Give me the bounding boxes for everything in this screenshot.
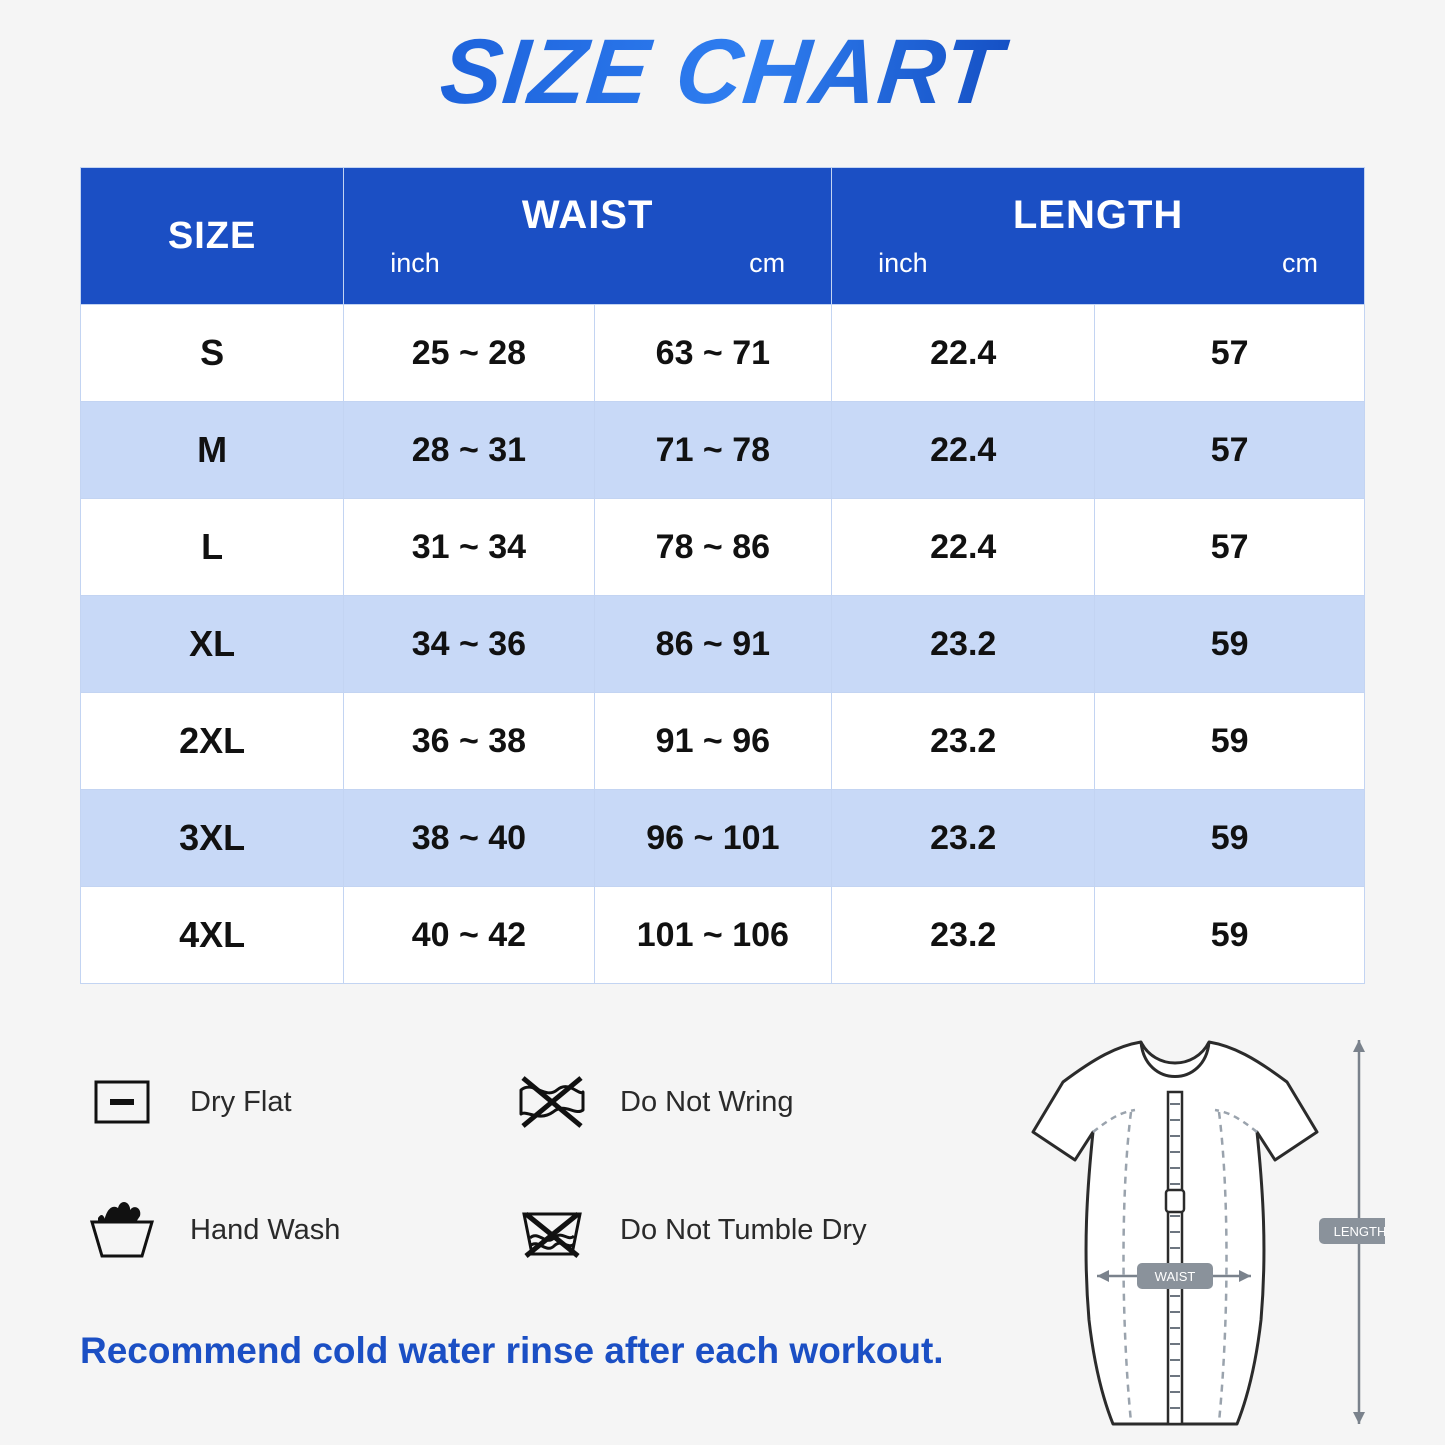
table-body (81, 305, 1365, 984)
care-row-2 (80, 1188, 960, 1272)
length-tag-label: LENGTH (1333, 1224, 1385, 1239)
cell-length-cm: 57 (1095, 305, 1365, 402)
cell-waist-cm: 71 ~ 78 (594, 402, 832, 499)
cell-waist-cm: 91 ~ 96 (594, 693, 832, 790)
header-length (832, 168, 1365, 305)
table-row (81, 402, 1365, 499)
table-row (81, 693, 1365, 790)
cell-size: L (81, 499, 344, 596)
cell-length-inch: 23.2 (832, 790, 1095, 887)
do-not-tumble-dry-icon (510, 1188, 594, 1272)
cell-length-inch: 22.4 (832, 499, 1095, 596)
care-item-do-not-tumble-dry (510, 1188, 940, 1272)
cell-waist-cm: 86 ~ 91 (594, 596, 832, 693)
cell-length-inch: 22.4 (832, 402, 1095, 499)
cell-length-inch: 22.4 (832, 305, 1095, 402)
header-size (81, 168, 344, 305)
cell-waist-inch: 25 ~ 28 (344, 305, 594, 402)
do-not-wring-icon (510, 1060, 594, 1144)
cell-length-cm: 59 (1095, 693, 1365, 790)
care-item-hand-wash (80, 1188, 510, 1272)
cell-length-inch: 23.2 (832, 887, 1095, 984)
cell-waist-inch: 34 ~ 36 (344, 596, 594, 693)
header-waist (344, 168, 832, 305)
cell-length-inch: 23.2 (832, 693, 1095, 790)
cell-size: XL (81, 596, 344, 693)
table-row (81, 887, 1365, 984)
header-waist-inch: inch (390, 248, 440, 279)
care-row-1 (80, 1060, 960, 1144)
waist-tag-label: WAIST (1154, 1269, 1196, 1284)
cell-waist-inch: 36 ~ 38 (344, 693, 594, 790)
size-chart-table-container (80, 167, 1365, 984)
table-row (81, 596, 1365, 693)
cell-length-cm: 59 (1095, 790, 1365, 887)
cell-waist-inch: 40 ~ 42 (344, 887, 594, 984)
header-waist-cm: cm (749, 248, 786, 279)
care-label-dry-flat: Dry Flat (190, 1085, 292, 1118)
cell-length-cm: 57 (1095, 499, 1365, 596)
recommendation-text: Recommend cold water rinse after each workout. (80, 1330, 944, 1371)
care-item-do-not-wring (510, 1060, 940, 1144)
size-chart-table (80, 167, 1365, 984)
cell-waist-inch: 31 ~ 34 (344, 499, 594, 596)
table-row (81, 305, 1365, 402)
header-length-inch: inch (878, 248, 928, 279)
cell-size: M (81, 402, 344, 499)
cell-length-cm: 57 (1095, 402, 1365, 499)
header-length-label: LENGTH (1012, 193, 1184, 238)
care-label-do-not-wring: Do Not Wring (620, 1085, 794, 1118)
cell-waist-cm: 96 ~ 101 (594, 790, 832, 887)
dry-flat-icon (80, 1060, 164, 1144)
table-row (81, 790, 1365, 887)
care-label-hand-wash: Hand Wash (190, 1213, 341, 1246)
table-row (81, 499, 1365, 596)
cell-length-cm: 59 (1095, 887, 1365, 984)
page-title: SIZE CHART (0, 0, 1445, 123)
cell-size: S (81, 305, 344, 402)
cell-length-cm: 59 (1095, 596, 1365, 693)
hand-wash-icon (80, 1188, 164, 1272)
cell-waist-cm: 78 ~ 86 (594, 499, 832, 596)
care-label-do-not-tumble-dry: Do Not Tumble Dry (620, 1213, 867, 1246)
care-instructions (80, 1060, 960, 1316)
cell-waist-inch: 28 ~ 31 (344, 402, 594, 499)
header-length-cm: cm (1282, 248, 1318, 279)
cell-size: 4XL (81, 887, 344, 984)
cell-waist-cm: 101 ~ 106 (594, 887, 832, 984)
table-header (81, 168, 1365, 305)
length-measure-arrow (1319, 1040, 1385, 1424)
header-waist-label: WAIST (521, 193, 654, 238)
cell-size: 3XL (81, 790, 344, 887)
header-size-label: SIZE (167, 214, 257, 257)
care-item-dry-flat (80, 1060, 510, 1144)
garment-illustration (945, 1020, 1385, 1440)
cell-waist-cm: 63 ~ 71 (594, 305, 832, 402)
cell-waist-inch: 38 ~ 40 (344, 790, 594, 887)
cell-size: 2XL (81, 693, 344, 790)
cell-length-inch: 23.2 (832, 596, 1095, 693)
